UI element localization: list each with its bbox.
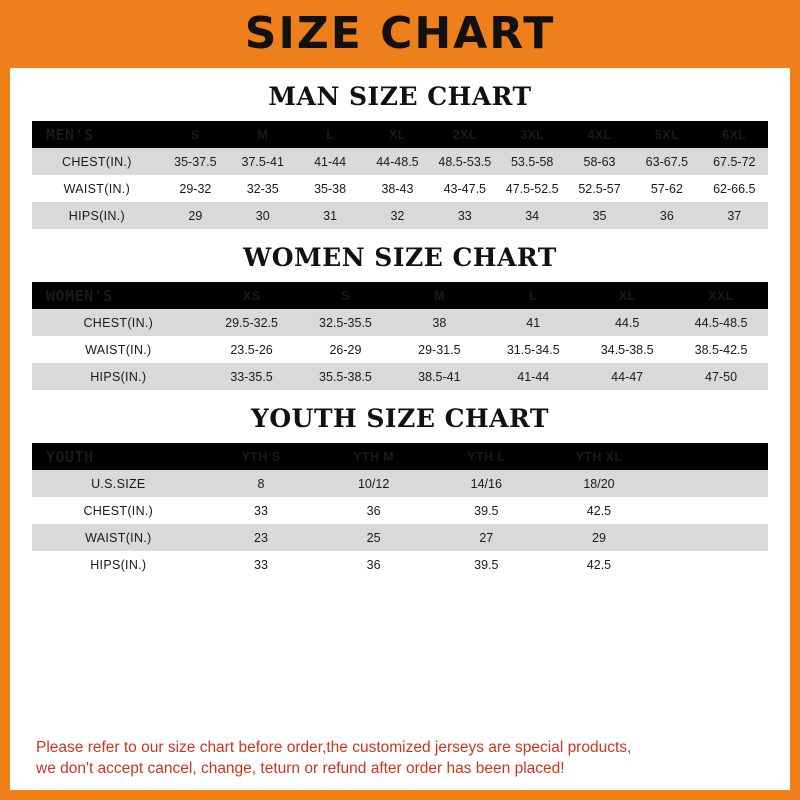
section-title-men: MAN SIZE CHART [268,82,532,111]
footnote-line-1: Please refer to our size chart before order,the customized jerseys are special products, [36,739,632,757]
table-cell: 39.5 [474,557,499,572]
column-header: YTH S [241,449,281,464]
column-header: 3XL [520,127,545,142]
section-title-youth: YOUTH SIZE CHART [251,404,549,433]
table-cell: 25 [366,530,381,545]
table-cell: 53.5-58 [510,154,554,169]
table-cell: 10/12 [357,476,390,491]
table-cell: 38.5-42.5 [694,342,748,357]
table-cell: 43-47.5 [443,181,486,196]
footnote-line-2: we don't accept cancel, change, teturn or refund after order has been placed! [36,760,565,778]
table-cell: 48.5-53.5 [438,154,492,169]
table-cell: 38-43 [381,181,414,196]
table-cell: 35 [592,208,607,223]
row-label: HIPS(IN.) [90,557,147,572]
table-cell: 44-48.5 [376,154,419,169]
column-header: YOUTH [46,447,94,466]
column-header: YTH XL [575,449,623,464]
table-cell: 41 [526,315,541,330]
table-youth [32,443,768,578]
table-row [32,551,768,578]
table-cell: 23 [254,530,268,545]
table-youth-head [32,443,768,470]
row-label: U.S.SIZE [91,476,146,491]
column-header: WOMEN'S [46,286,113,305]
row-label: CHEST(IN.) [62,154,132,169]
column-header: 5XL [654,127,679,142]
banner [0,0,800,68]
table-row [32,175,768,202]
table-row [32,470,768,497]
table-cell: 34.5-38.5 [600,342,654,357]
table-cell: 32 [390,208,405,223]
table-cell: 31 [323,208,338,223]
table-cell: 29.5-32.5 [225,315,278,330]
banner-title: SIZE CHART [244,8,556,59]
table-cell: 38 [432,315,447,330]
row-label: CHEST(IN.) [83,503,154,518]
table-women-head [32,282,768,309]
table-cell: 29 [592,530,606,545]
table-cell: 42.5 [586,503,612,518]
table-cell: 18/20 [583,476,615,491]
table-cell: 52.5-57 [578,181,621,196]
table-women-body [32,309,768,390]
row-label: WAIST(IN.) [85,342,152,357]
table-cell: 41-44 [314,154,347,169]
table-cell: 36 [659,208,674,223]
table-row [32,309,768,336]
row-label: WAIST(IN.) [85,530,152,545]
table-cell: 57-62 [650,181,683,196]
table-women [32,282,768,390]
table-cell: 29-31.5 [418,342,461,357]
table-cell: 37.5-41 [241,154,284,169]
column-header: 2XL [452,127,477,142]
row-label: WAIST(IN.) [63,181,131,196]
column-header: 6XL [722,127,747,142]
table-cell: 23.5-26 [230,342,273,357]
table-cell: 44.5 [614,315,640,330]
column-header: XL [618,288,636,303]
table-cell [655,524,768,551]
table-cell: 29-32 [179,181,212,196]
table-cell: 44.5-48.5 [694,315,748,330]
column-header: YTH L [467,449,506,464]
table-cell: 31.5-34.5 [506,342,560,357]
table-cell: 67.5-72 [713,154,756,169]
table-row [32,497,768,524]
column-header: M [433,288,445,303]
table-cell: 62-66.5 [713,181,756,196]
column-header: 4XL [587,127,612,142]
section-title-women: WOMEN SIZE CHART [243,243,557,272]
table-header-row [32,282,768,309]
table-cell: 63-67.5 [645,154,689,169]
section-men [10,82,790,229]
table-cell: 35-37.5 [174,154,217,169]
table-cell [655,470,768,497]
table-cell: 36 [366,503,381,518]
table-row [32,336,768,363]
table-cell: 41-44 [517,369,550,384]
table-men-head [32,121,768,148]
column-header: L [326,127,335,142]
table-cell: 14/16 [470,476,502,491]
table-cell: 32.5-35.5 [319,315,372,330]
column-header: S [190,127,200,142]
table-row [32,202,768,229]
table-men [32,121,768,229]
table-cell: 33 [254,503,268,518]
column-header: XXL [708,288,734,303]
table-row [32,363,768,390]
footnote [20,732,780,790]
row-label: CHEST(IN.) [83,315,154,330]
row-label: HIPS(IN.) [68,208,125,223]
column-header: XS [242,288,261,303]
table-cell: 26-29 [329,342,362,357]
table-cell: 38.5-41 [418,369,461,384]
table-cell [655,497,768,524]
table-cell: 58-63 [583,154,616,169]
table-cell: 44-47 [611,369,644,384]
table-cell: 29 [188,208,203,223]
table-header-row [32,443,768,470]
column-header: L [529,288,538,303]
table-cell [655,551,768,578]
table-youth-body [32,470,768,578]
table-cell: 30 [255,208,270,223]
table-men-body [32,148,768,229]
table-cell: 36 [366,557,381,572]
column-header [655,443,768,470]
column-header: S [341,288,350,303]
table-cell: 27 [479,530,494,545]
section-youth [10,404,790,578]
table-cell: 47-50 [705,369,738,384]
table-row [32,524,768,551]
column-header: XL [389,127,406,142]
table-cell: 32-35 [246,181,279,196]
table-cell: 34 [525,208,540,223]
table-cell: 42.5 [586,557,612,572]
table-cell: 8 [257,476,265,491]
table-cell: 35-38 [314,181,347,196]
column-header: MEN'S [46,125,94,144]
table-cell: 39.5 [474,503,499,518]
table-cell: 33 [457,208,472,223]
row-label: HIPS(IN.) [90,369,147,384]
table-cell: 33-35.5 [230,369,273,384]
table-cell: 33 [254,557,268,572]
table-row [32,148,768,175]
table-cell: 37 [727,208,742,223]
bottom-accent-bar [10,790,790,800]
table-cell: 35.5-38.5 [319,369,372,384]
column-header: YTH M [353,449,395,464]
column-header: M [257,127,269,142]
section-women [10,243,790,390]
table-header-row [32,121,768,148]
table-cell: 47.5-52.5 [505,181,559,196]
